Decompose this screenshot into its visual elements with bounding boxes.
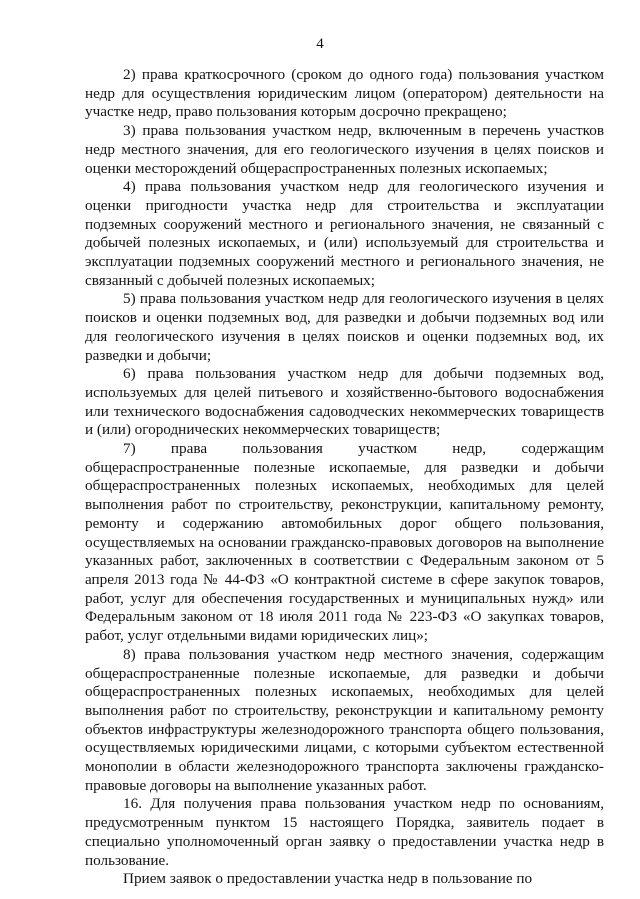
paragraph-item-4: 4) права пользования участком недр для геологического изучения и оценки пригодности участка недр для строительства и эксплуатации подземных сооружений местного и регионального значения, не связанный с добычей полезных ископаемых, и (или) используемый для строительства и эксплуатации подземных сооружений местного и регионального значения, не связанный с добычей полезных ископаемых; [85, 178, 604, 289]
paragraph-continuation: Прием заявок о предоставлении участка недр в пользование по [123, 870, 533, 888]
paragraph-item-8: 8) права пользования участком недр местного значения, содержащим общераспространенные полезные ископаемые, для разведки и добычи общераспространенных полезных ископаемых, необходимых для целей выполнения работ по строительству, реконструкции и капитальному ремонту объектов инфраструктуры железнодорожного транспорта общего пользования, осуществляемых юридическими лицами, с которыми субъектом естественной монополии в области железнодорожного транспорта заключены гражданско-правовые договоры на выполнение указанных работ. [85, 645, 604, 794]
paragraph-item-5: 5) права пользования участком недр для геологического изучения в целях поисков и оценки подземных вод, для разведки и добычи подземных вод или для геологического изучения в целях поисков и оценки подземных вод, их разведки и добычи; [85, 290, 604, 364]
paragraph-item-6: 6) права пользования участком недр для добычи подземных вод, используемых для целей питьевого и хозяйственно-бытового водоснабжения или технического водоснабжения садоводческих некоммерческих товариществ и (или) огороднических некоммерческих товариществ; [85, 365, 604, 439]
page-number: 4 [316, 36, 324, 52]
paragraph-item-7: 7) права пользования участком недр, содержащим общераспространенные полезные ископаемые, для разведки и добычи общераспространенных полезных ископаемых, необходимых для целей выполнения работ по строительству, реконструкции, капитальному ремонту, ремонту и содержанию автомобильных дорог общего пользования, осуществляемых на основании гражданско-правовых договоров на выполнение указанных работ, заключенных в соответствии с Федеральным законом от 5 апреля 2013 года № 44-ФЗ «О контрактной системе в сфере закупок товаров, работ, услуг для обеспечения государственных и муниципальных нужд» или Федеральным законом от 18 июля 2011 года № 223-ФЗ «О закупках товаров, работ, услуг отдельными видами юридических лиц»; [85, 440, 604, 645]
paragraph-section-16: 16. Для получения права пользования участком недр по основаниям, предусмотренным пунктом 15 настоящего Порядка, заявитель подает в специально уполномоченный орган заявку о предоставлении участка недр в пользование. [85, 795, 604, 869]
paragraph-item-2: 2) права краткосрочного (сроком до одного года) пользования участком недр для осуществления юридическим лицом (оператором) деятельности на участке недр, право пользования которым досрочно прекращено; [85, 66, 604, 121]
paragraph-item-3: 3) права пользования участком недр, включенным в перечень участков недр местного значения, для его геологического изучения в целях поисков и оценки месторождений общераспространенных полезных ископаемых; [85, 122, 604, 177]
document-body [85, 66, 604, 889]
